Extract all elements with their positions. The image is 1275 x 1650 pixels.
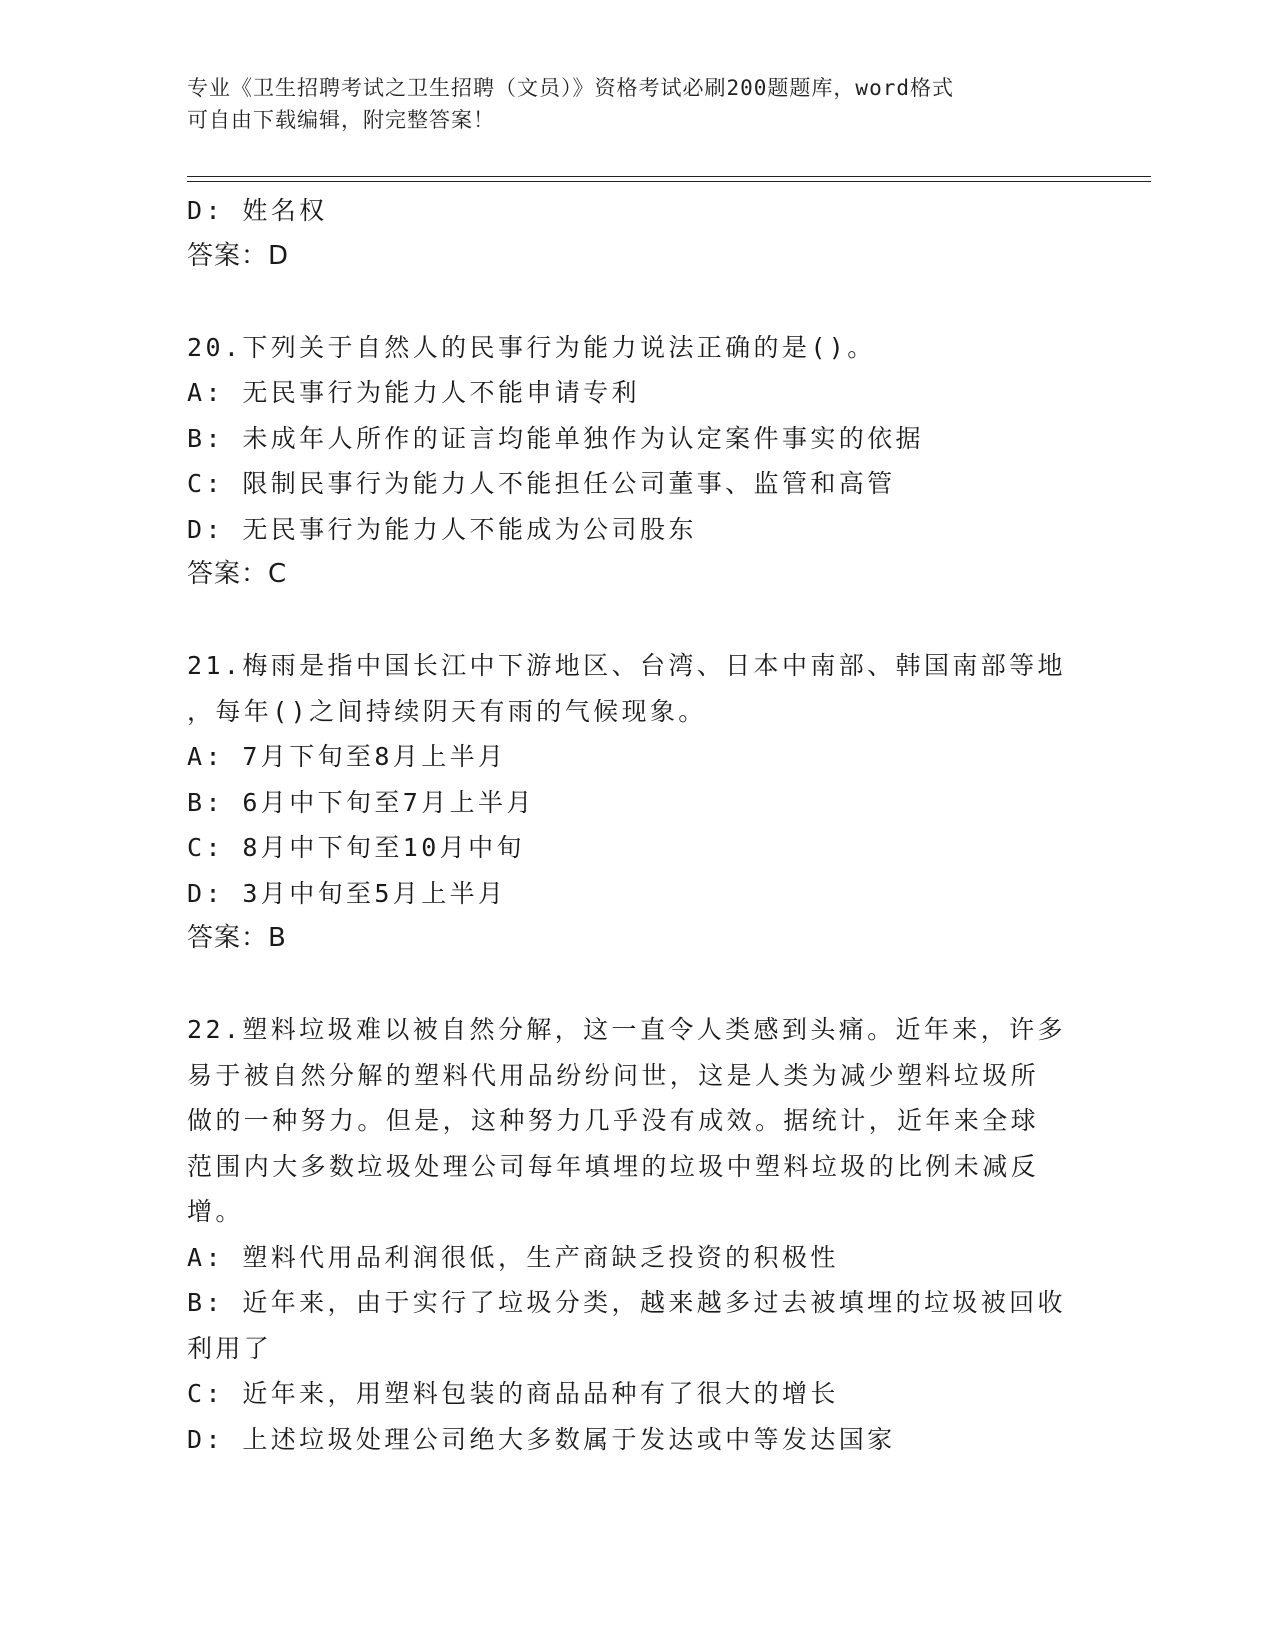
header-line-2: 可自由下载编辑，附完整答案！ (187, 108, 495, 132)
option-d: D: 3月中旬至5月上半月 (187, 878, 507, 908)
question-stem-line-3: 做的一种努力。但是，这种努力几乎没有成效。据统计，近年来全球 (187, 1106, 1040, 1135)
question-stem-line-1: 21.梅雨是指中国长江中下游地区、台湾、日本中南部、韩国南部等地 (187, 651, 1066, 680)
option-d: D: 上述垃圾处理公司绝大多数属于发达或中等发达国家 (187, 1424, 896, 1454)
question-stem-line-4: 范围内大多数垃圾处理公司每年填埋的垃圾中塑料垃圾的比例未减反 (187, 1151, 1040, 1181)
option-c: C: 近年来，用塑料包装的商品品种有了很大的增长 (187, 1379, 839, 1408)
option-b: B: 未成年人所作的证言均能单独作为认定案件事实的依据 (187, 423, 924, 453)
header-divider-bottom (187, 181, 1151, 182)
spacer (187, 279, 1087, 325)
question-stem-line-2: ，每年()之间持续阴天有雨的气候现象。 (187, 696, 707, 726)
document-body (187, 188, 1087, 1462)
document-header (187, 72, 1067, 136)
question-20 (187, 325, 1087, 598)
question-22 (187, 1007, 1087, 1462)
question-stem-line-2: 易于被自然分解的塑料代用品纷纷问世，这是人类为减少塑料垃圾所 (187, 1060, 1040, 1090)
option-a: A: 塑料代用品利润很低，生产商缺乏投资的积极性 (187, 1242, 839, 1272)
option-c: C: 8月中下旬至10月中旬 (187, 833, 525, 862)
answer-line: 答案：B (187, 923, 287, 953)
option-c: C: 限制民事行为能力人不能担任公司董事、监管和高管 (187, 469, 896, 498)
option-b-line-1: B: 近年来，由于实行了垃圾分类，越来越多过去被填埋的垃圾被回收 (187, 1288, 1066, 1317)
header-divider-top (187, 176, 1151, 177)
spacer (187, 962, 1087, 1008)
option-b-line-2: 利用了 (187, 1333, 273, 1363)
spacer (187, 598, 1087, 644)
header-line-1: 专业《卫生招聘考试之卫生招聘（文员）》资格考试必刷200题题库，word格式 (187, 76, 954, 100)
question-21 (187, 643, 1087, 962)
answer-line: 答案：D (187, 240, 290, 271)
option-d: D: 姓名权 (187, 196, 328, 225)
answer-line: 答案：C (187, 559, 288, 589)
question-19-tail (187, 188, 1087, 279)
option-d: D: 无民事行为能力人不能成为公司股东 (187, 514, 697, 544)
question-stem: 20.下列关于自然人的民事行为能力说法正确的是()。 (187, 332, 876, 362)
question-stem-line-1: 22.塑料垃圾难以被自然分解，这一直令人类感到头痛。近年来，许多 (187, 1015, 1066, 1044)
option-a: A: 无民事行为能力人不能申请专利 (187, 378, 640, 407)
option-b: B: 6月中下旬至7月上半月 (187, 787, 535, 817)
option-a: A: 7月下旬至8月上半月 (187, 742, 507, 771)
question-stem-line-5: 增。 (187, 1197, 244, 1226)
